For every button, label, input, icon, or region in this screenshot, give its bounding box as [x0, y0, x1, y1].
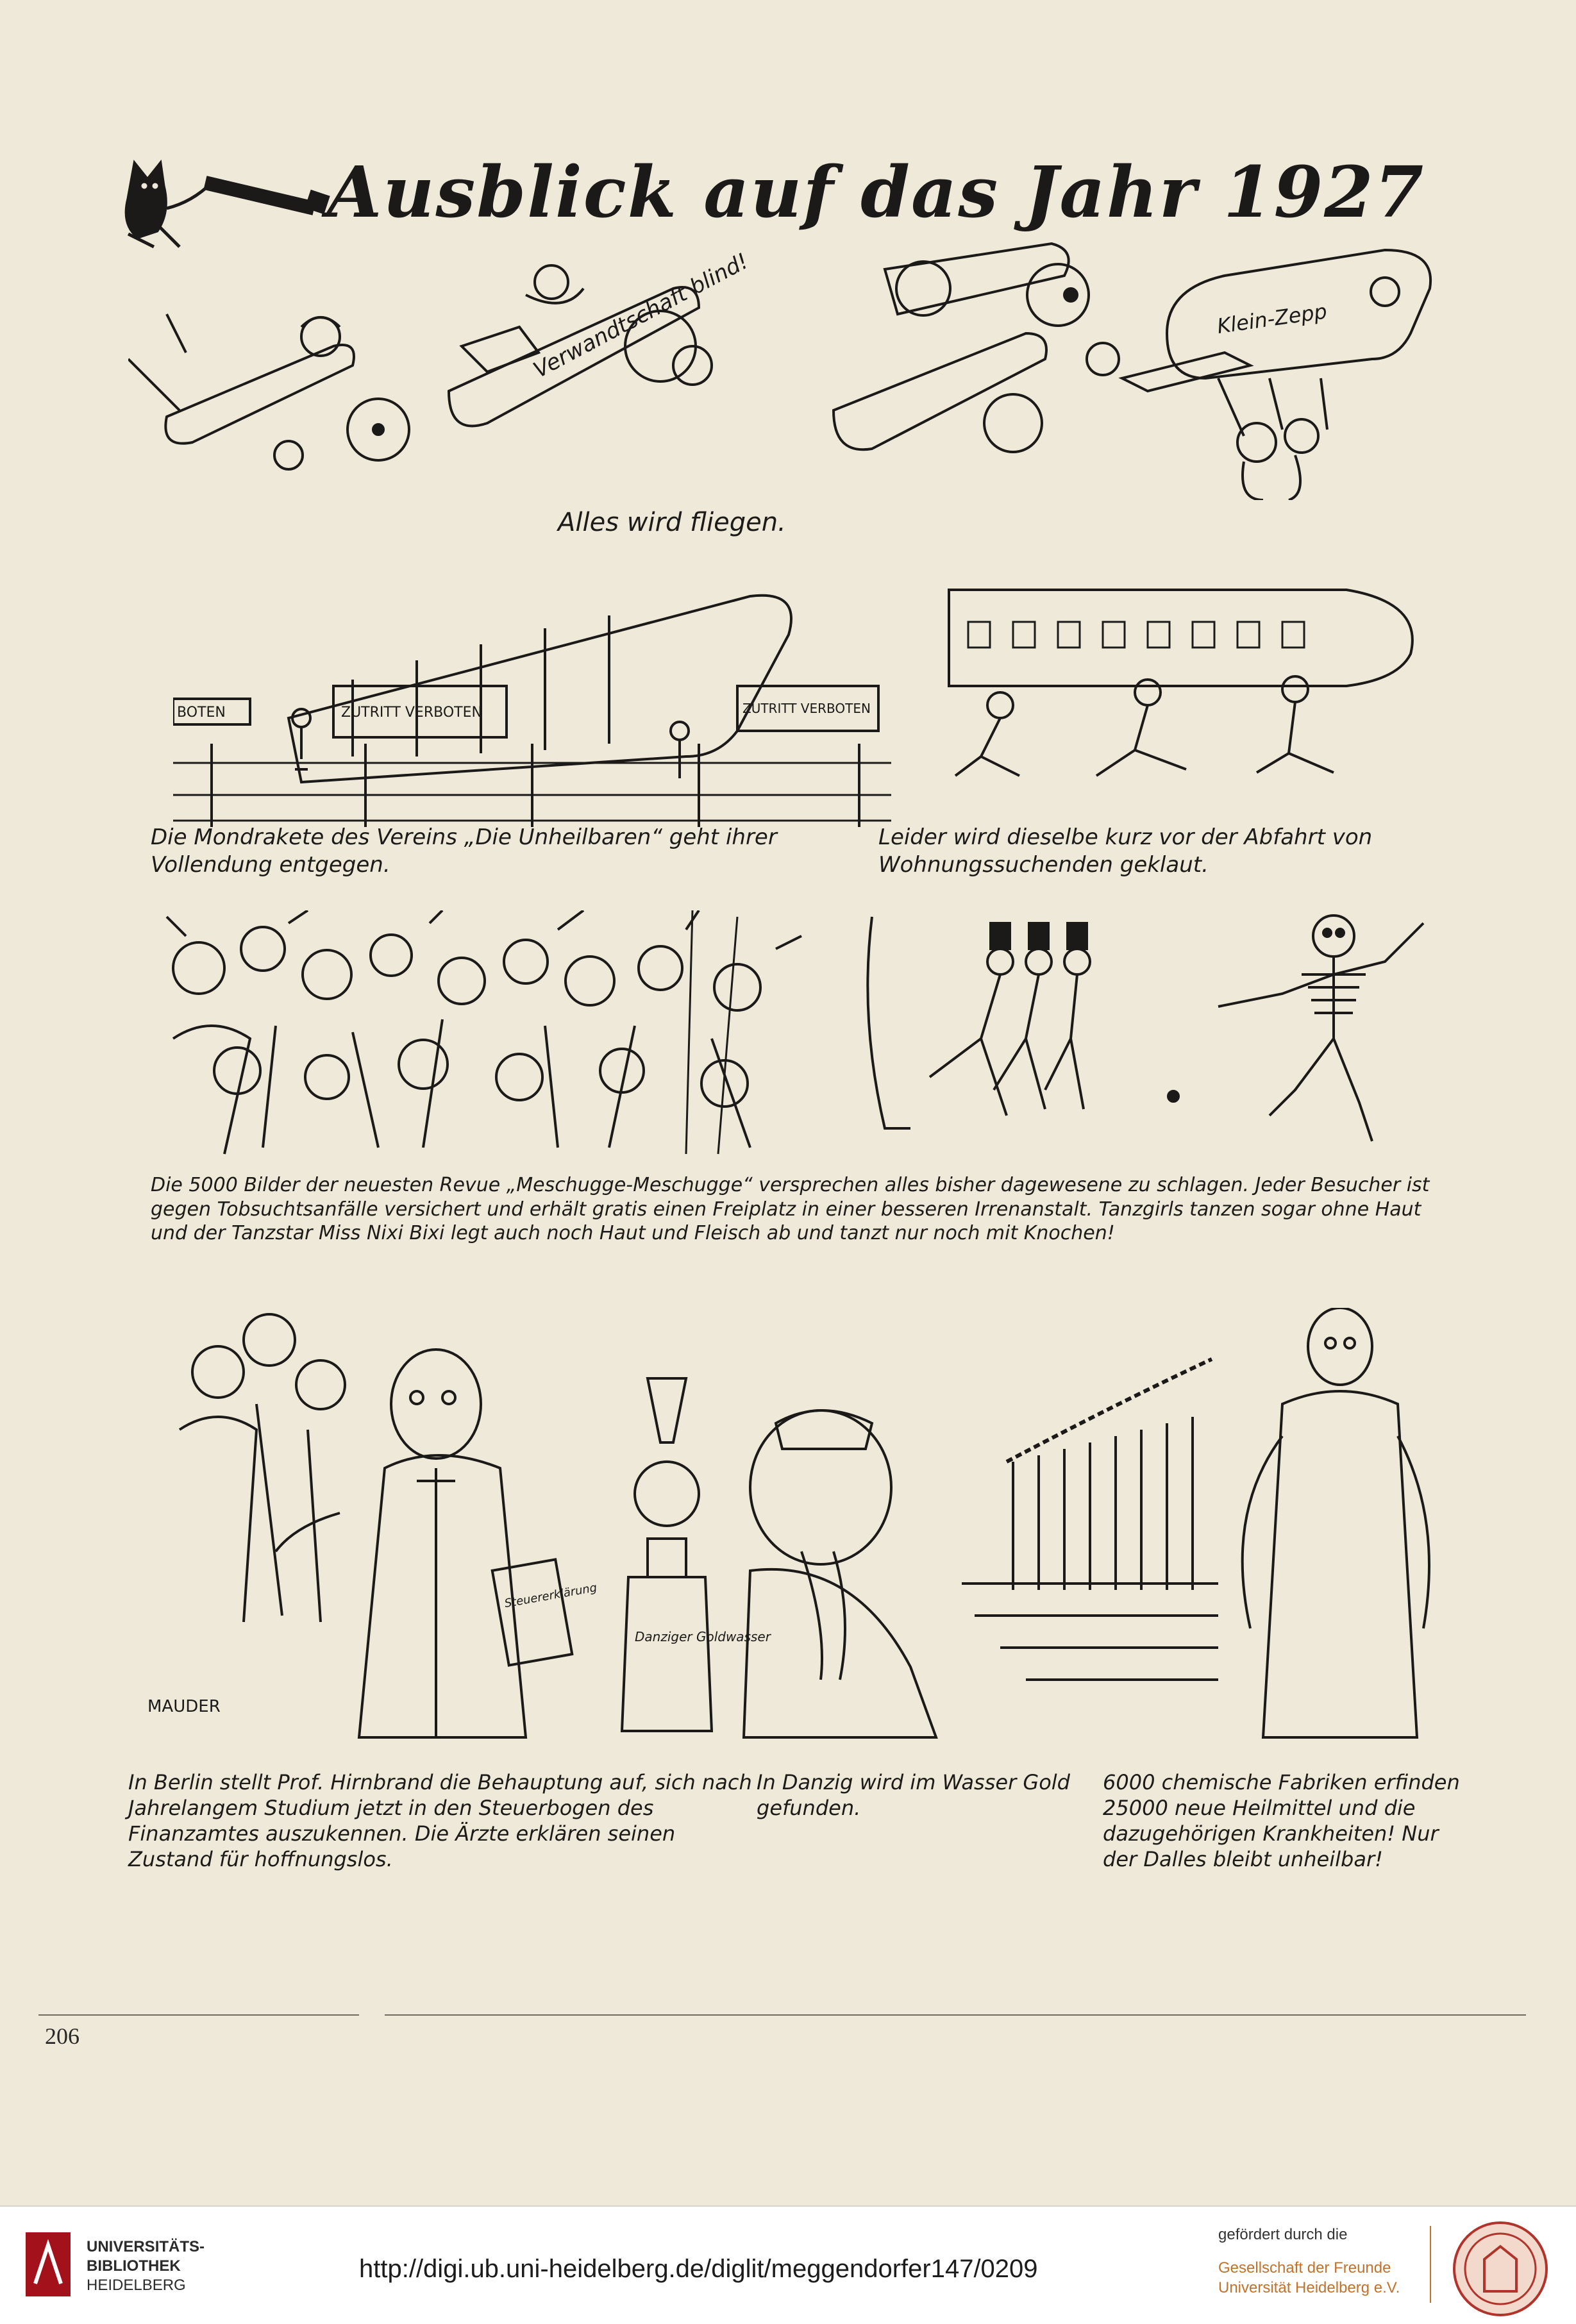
library-name-line2: BIBLIOTHEK	[87, 2257, 181, 2275]
paper-text: Steuererklärung	[503, 1581, 598, 1611]
dancers-skeleton-illustration	[853, 910, 1430, 1154]
professor-illustration	[141, 1301, 603, 1744]
airplanes-illustration	[128, 231, 1436, 500]
sign-middle-text: ZUTRITT VERBOTEN	[341, 705, 482, 721]
library-name-line3: HEIDELBERG	[87, 2277, 186, 2294]
danzig-illustration	[609, 1372, 968, 1744]
page-title: Ausblick auf das Jahr 1927	[327, 151, 1425, 233]
caption-flying: Alles wird fliegen.	[558, 508, 786, 537]
artist-signature: MAUDER	[147, 1697, 221, 1716]
footer-banner	[0, 2205, 1576, 2324]
sponsor-line1: Gesellschaft der Freunde	[1218, 2259, 1391, 2277]
plane-banner-text: Verwandtschaft blind!	[529, 248, 753, 383]
library-name	[87, 2237, 205, 2295]
bottom-rule-left	[38, 2014, 359, 2016]
library-name-line1: UNIVERSITÄTS-	[87, 2238, 205, 2255]
footer-divider	[1430, 2226, 1431, 2303]
sign-left-text: BOTEN	[177, 705, 226, 721]
revue-crowd-illustration	[160, 910, 827, 1160]
sponsor-label: gefördert durch die	[1218, 2226, 1348, 2243]
library-logo-icon	[26, 2232, 71, 2296]
page-number: 206	[45, 2023, 80, 2049]
sponsor-line2: Universität Heidelberg e.V.	[1218, 2279, 1400, 2297]
caption-chemie: 6000 chemische Fabriken erfinden 25000 neue Heilmittel und die dazugehörigen Krankheiten! Nur der Dalles bleibt unheilbar!	[1103, 1770, 1460, 1871]
moon-rocket-illustration	[173, 590, 891, 827]
bottle-label: Danziger Goldwasser	[635, 1629, 771, 1644]
caption-revue: Die 5000 Bilder der neuesten Revue „Meschugge-Meschugge“ versprechen alles bisher dagewesene zu schlagen. Jeder Besucher ist gegen Tobsuchtsanfälle versichert und erhält gratis einen Freiplatz in einer besseren Irrenanstalt. Tanzgirls tanzen sogar ohne Haut und der Tanzstar Miss Nixi Bixi legt auch noch Haut und Fleisch ab und tanzt nur noch mit Knochen!	[151, 1174, 1430, 1244]
chemie-illustration	[962, 1308, 1449, 1744]
caption-moon-rocket: Die Mondrakete des Vereins „Die Unheilbaren“ geht ihrer Vollendung entgegen.	[151, 824, 777, 878]
university-seal-icon	[1452, 2221, 1548, 2317]
bottom-rule-right	[385, 2014, 1526, 2016]
zeppelin-label: Klein-Zepp	[1215, 299, 1329, 339]
caption-rocket-taken: Leider wird dieselbe kurz vor der Abfahrt von Wohnungssuchenden geklaut.	[878, 824, 1373, 878]
sponsor-name	[1218, 2258, 1400, 2298]
caption-berlin: In Berlin stellt Prof. Hirnbrand die Behauptung auf, sich nach Jahrelangem Studium jetzt in den Steuerbogen des Finanzamtes auszukennen. Die Ärzte erklären seinen Zustand für hoffnungslos.	[128, 1770, 752, 1871]
sign-right-text: ZUTRITT VERBOTEN	[742, 701, 871, 716]
rocket-carried-illustration	[910, 577, 1423, 795]
caption-danzig: In Danzig wird im Wasser Gold gefunden.	[757, 1770, 1070, 1820]
permalink-url[interactable]: http://digi.ub.uni-heidelberg.de/diglit/meggendorfer147/0209	[359, 2255, 1038, 2283]
